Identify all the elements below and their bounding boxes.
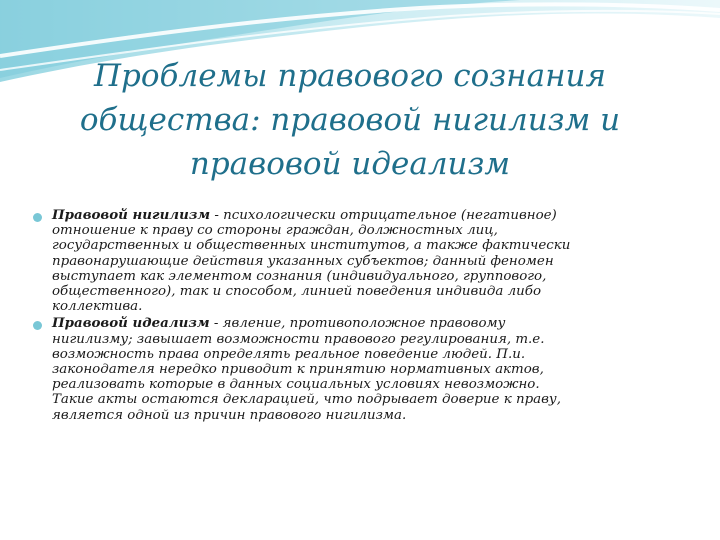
item-line: Такие акты остаются декларацией, что подрывает доверие к праву, — [52, 392, 561, 408]
item-term: Правовой идеализм — [52, 315, 210, 332]
item-line: выступает как элементом сознания (индивидуального, группового, — [52, 268, 547, 284]
item-line: законодателя нередко приводит к принятию нормативных актов, — [52, 362, 544, 378]
item-line: является одной из причин правового нигилизма. — [52, 407, 407, 423]
item-line: правонарушающие действия указанных субъектов; данный феномен — [52, 253, 554, 269]
bullet-dot-icon — [33, 321, 42, 330]
title-line: правовой идеализм — [189, 146, 511, 182]
list-item — [24, 316, 714, 422]
item-line: - психологически отрицательное (негативное) — [210, 208, 557, 223]
item-first-line — [52, 208, 714, 223]
item-term: Правовой нигилизм — [52, 207, 211, 223]
item-line: государственных и общественных институтов, а также фактически — [52, 238, 571, 254]
bullet-list — [24, 208, 714, 425]
list-item — [24, 208, 714, 314]
item-first-line — [52, 316, 714, 331]
item-line: нигилизму; завышает возможности правового регулирования, т.е. — [52, 331, 545, 347]
item-line: реализовать которые в данных социальных условиях невозможно. — [52, 377, 540, 393]
item-line: возможность права определять реальное поведение людей. П.и. — [52, 346, 526, 362]
title-line: общества: правовой нигилизм и — [79, 102, 621, 138]
slide-title — [40, 54, 660, 186]
item-line: общественного), так и способом, линией поведения индивида либо — [52, 284, 542, 300]
item-line: отношение к праву со стороны граждан, должностных лиц, — [52, 223, 498, 239]
title-line: Проблемы правового сознания — [94, 58, 606, 94]
item-line: - явление, противоположное правовому — [209, 316, 506, 332]
bullet-dot-icon — [33, 213, 42, 222]
item-line: коллектива. — [52, 299, 143, 315]
